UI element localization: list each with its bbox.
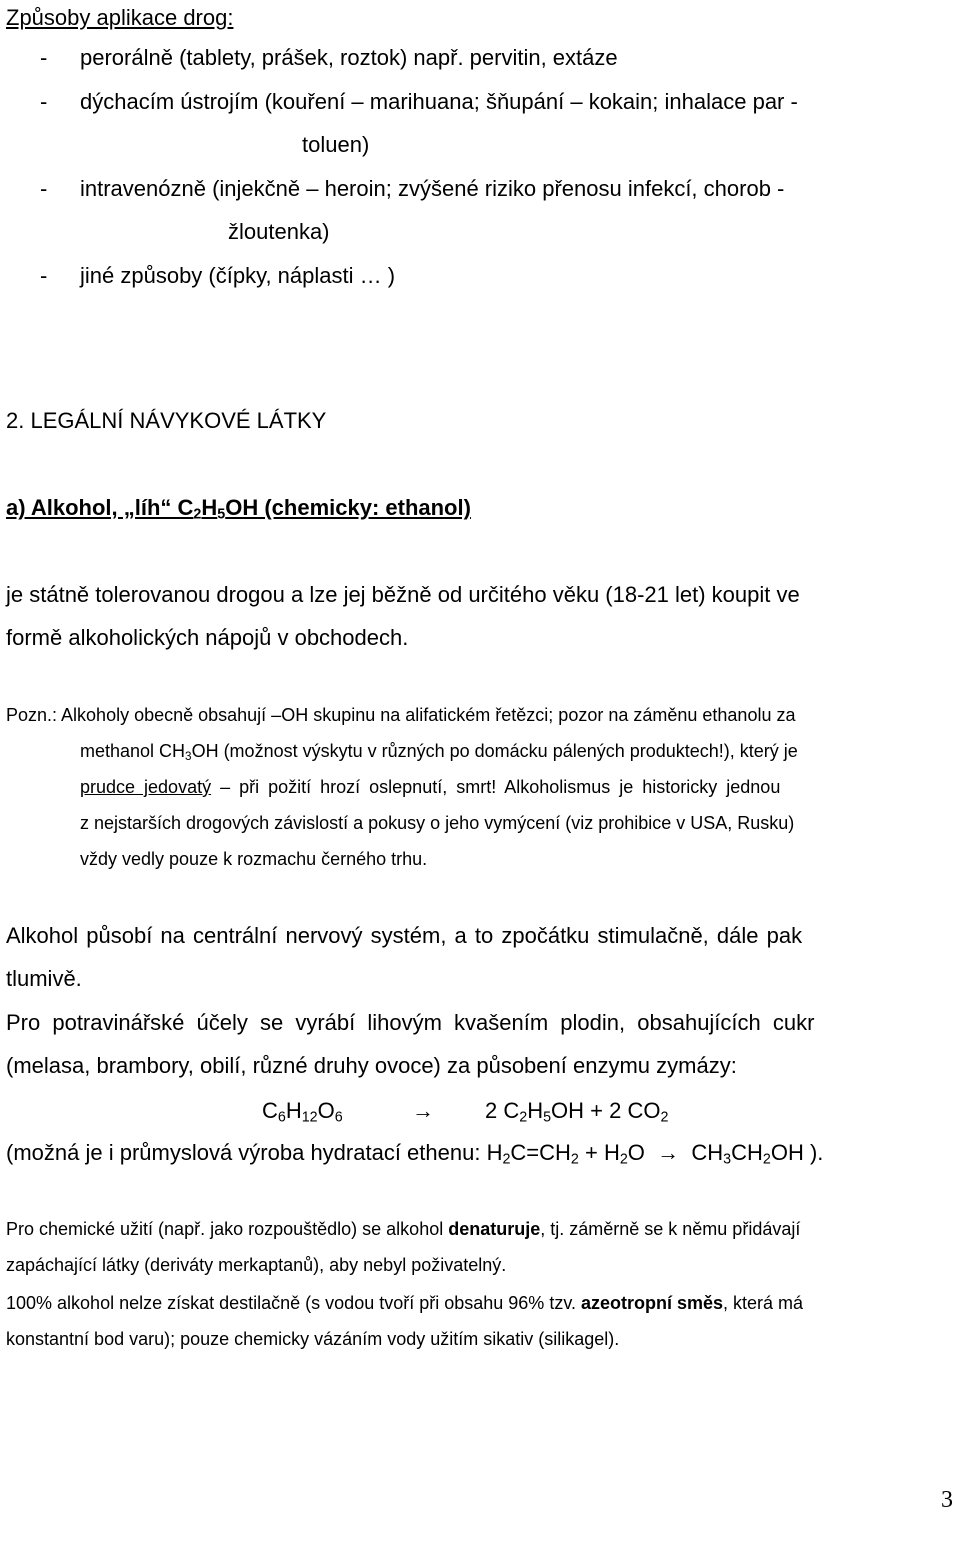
paragraph-line: (melasa, brambory, obilí, různé druhy ovoce) za působení enzymu zymázy: bbox=[6, 1053, 737, 1078]
note-line: vždy vedly pouze k rozmachu černého trhu. bbox=[80, 849, 428, 869]
note-line bbox=[80, 741, 798, 763]
subscript: 6 bbox=[277, 1109, 286, 1126]
subscript: 2 bbox=[519, 1109, 528, 1126]
note-text: – při požití hrozí oslepnutí, smrt! Alkoholismus je historicky jednou bbox=[211, 777, 781, 797]
list-marker: - bbox=[40, 176, 48, 201]
paragraph-line: Pro potravinářské účely se vyrábí lihovým kvašením plodin, obsahujících cukr bbox=[6, 1010, 815, 1035]
paragraph-line: formě alkoholických nápojů v obchodech. bbox=[6, 625, 409, 650]
list-item-continuation: žloutenka) bbox=[228, 219, 330, 244]
subscript: 2 bbox=[570, 1151, 579, 1168]
formula-part: C=CH bbox=[510, 1140, 571, 1165]
formula-part: O bbox=[627, 1140, 658, 1165]
formula-part: O bbox=[317, 1098, 335, 1123]
paragraph-text: Pro chemické užití (např. jako rozpouštědlo) se alkohol bbox=[6, 1219, 449, 1239]
subscript: 2 bbox=[502, 1151, 511, 1168]
reaction-arrow-icon: → bbox=[412, 1098, 434, 1123]
paragraph-text: je státně tolerovanou drogou a lze jej běžně od určitého věku (18-21 let) koupit ve bbox=[6, 582, 800, 607]
formula-part: CH bbox=[679, 1140, 724, 1165]
paragraph-line bbox=[6, 1294, 803, 1312]
subscript: 2 bbox=[660, 1109, 669, 1126]
note-line: z nejstarších drogových závislostí a pokusy o jeho vymýcení (viz prohibice v USA, Rusku) bbox=[80, 813, 795, 833]
note-text: : Alkoholy obecně obsahují –OH skupinu na alifatickém řetězci; pozor na záměnu ethanolu za bbox=[52, 705, 796, 725]
list-item-text: perorálně (tablety, prášek, roztok) např. pervitin, extáze bbox=[80, 45, 618, 70]
formula-part: 2 C bbox=[485, 1098, 520, 1123]
section-title: Způsoby aplikace drog: bbox=[6, 5, 234, 30]
subscript: 2 bbox=[619, 1151, 628, 1168]
paragraph-line bbox=[6, 584, 955, 606]
subscript: 6 bbox=[334, 1109, 343, 1126]
equation-fermentation-left bbox=[262, 1098, 343, 1126]
paragraph-line bbox=[6, 1220, 800, 1238]
paragraph-line: Alkohol působí na centrální nervový systém, a to zpočátku stimulačně, dále pak bbox=[6, 923, 803, 948]
formula-part: OH + 2 CO bbox=[551, 1098, 661, 1123]
formula-part: CH bbox=[731, 1140, 763, 1165]
equation-fermentation-right bbox=[485, 1098, 669, 1126]
note-text: methanol CH bbox=[80, 741, 186, 761]
list-marker: - bbox=[40, 263, 48, 288]
subscript: 5 bbox=[217, 506, 226, 523]
subheading-text: H bbox=[201, 495, 218, 520]
list-item-text: dýchacím ústrojím (kouření – marihuana; šňupání – kokain; inhalace par - bbox=[80, 89, 798, 114]
list-item-text: intravenózně (injekčně – heroin; zvýšené riziko přenosu infekcí, chorob - bbox=[80, 176, 785, 201]
list-marker: - bbox=[40, 45, 48, 70]
subscript: 2 bbox=[193, 506, 202, 523]
emphasis-term: azeotropní směs bbox=[580, 1293, 724, 1313]
paragraph-text: , tj. záměrně se k němu přidávají bbox=[540, 1219, 801, 1239]
subscript: 2 bbox=[762, 1151, 771, 1168]
formula-part: H bbox=[527, 1098, 544, 1123]
subheading-text: a) Alkohol, „líh“ C bbox=[6, 495, 194, 520]
subscript: 3 bbox=[185, 749, 192, 763]
formula-part: H bbox=[285, 1098, 302, 1123]
reaction-arrow-icon: → bbox=[657, 1140, 680, 1165]
paragraph-line: konstantní bod varu); pouze chemicky vázáním vody užitím sikativ (silikagel). bbox=[6, 1329, 620, 1349]
formula-part: C bbox=[262, 1098, 278, 1123]
paragraph-line: zapáchající látky (deriváty merkaptanů), aby nebyl poživatelný. bbox=[6, 1255, 507, 1275]
list-item-continuation: toluen) bbox=[302, 132, 370, 157]
formula-part: OH ). bbox=[770, 1140, 824, 1165]
subscript: 3 bbox=[723, 1151, 732, 1168]
subheading-text: OH (chemicky: ethanol) bbox=[225, 495, 471, 520]
note-line bbox=[80, 778, 780, 796]
subscript: 5 bbox=[543, 1109, 552, 1126]
note-text: OH (možnost výskytu v různých po domácku pálených produktech!), který je bbox=[191, 741, 798, 761]
paragraph-text: , která má bbox=[723, 1293, 804, 1313]
formula-part: + H bbox=[578, 1140, 620, 1165]
subscript: 12 bbox=[301, 1109, 318, 1126]
section-heading: 2. LEGÁLNÍ NÁVYKOVÉ LÁTKY bbox=[6, 408, 327, 433]
subheading-alcohol bbox=[6, 495, 471, 523]
emphasis-term: denaturuje bbox=[448, 1219, 541, 1239]
list-item-text: jiné způsoby (čípky, náplasti … ) bbox=[80, 263, 396, 288]
note-warning: prudce jedovatý bbox=[80, 777, 212, 797]
formula-part: (možná je i průmyslová výroba hydratací ethenu: H bbox=[6, 1140, 503, 1165]
list-marker: - bbox=[40, 89, 48, 114]
page-number: 3 bbox=[941, 1487, 953, 1513]
note-line bbox=[6, 706, 795, 724]
paragraph-text: 100% alkohol nelze získat destilačně (s vodou tvoří při obsahu 96% tzv. bbox=[6, 1293, 581, 1313]
note-label: Pozn. bbox=[6, 705, 53, 725]
equation-hydration bbox=[6, 1140, 824, 1168]
paragraph-line: tlumivě. bbox=[6, 966, 82, 991]
